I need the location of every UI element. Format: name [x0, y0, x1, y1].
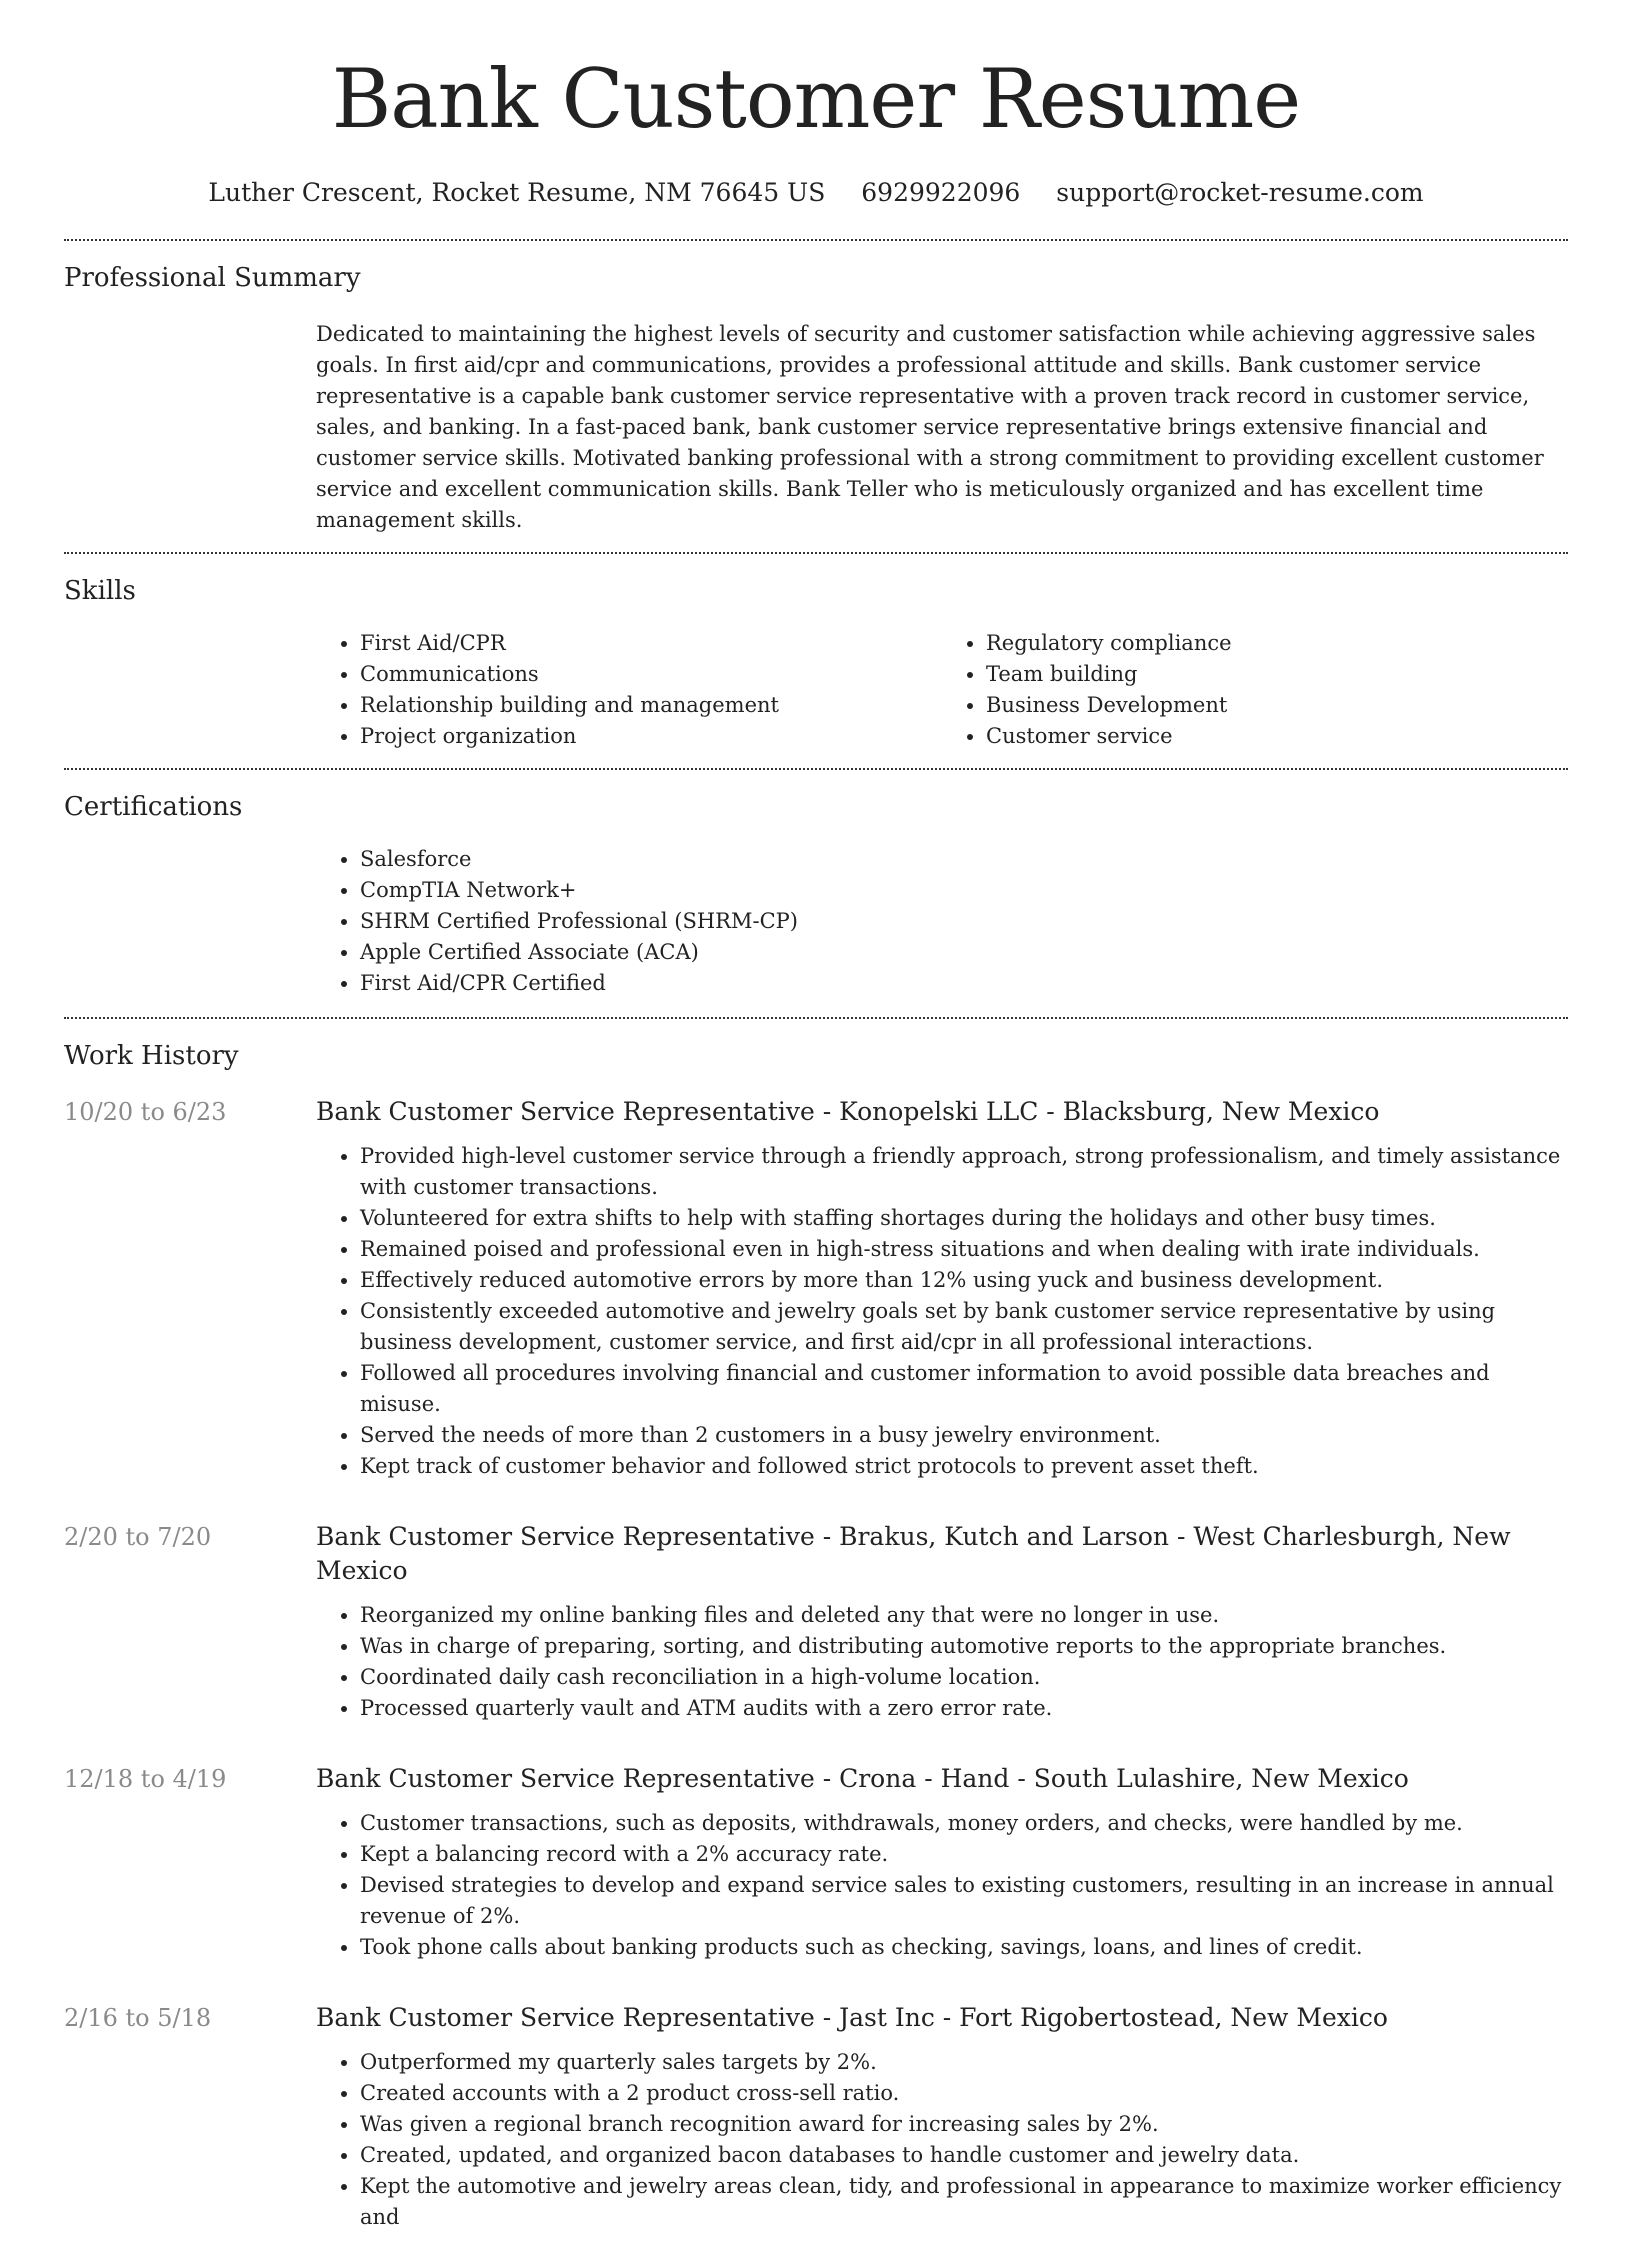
list-item: • First Aid/CPR [360, 628, 942, 659]
contact-phone: 6929922096 [861, 178, 1021, 207]
list-item: • Team building [986, 659, 1568, 690]
contact-address: Luther Crescent, Rocket Resume, NM 76645 US [208, 178, 826, 207]
job-title: Bank Customer Service Representative - Jast Inc - Fort Rigobertostead, New Mexico [316, 2003, 1388, 2032]
skills-heading: Skills [64, 576, 136, 606]
skills-list-right [942, 628, 1568, 752]
job-entry [64, 2001, 1568, 2247]
list-item: • Apple Certified Associate (ACA) [360, 937, 1568, 968]
list-item: • Kept track of customer behavior and followed strict protocols to prevent asset theft. [360, 1451, 1568, 1482]
list-item: • Relationship building and management [360, 690, 942, 721]
job-bullets [316, 2047, 1568, 2233]
list-item: • SHRM Certified Professional (SHRM-CP) [360, 906, 1568, 937]
summary-section [64, 241, 1568, 552]
summary-heading: Professional Summary [64, 263, 361, 293]
list-item: • Business Development [986, 690, 1568, 721]
list-item: • Kept the automotive and jewelry areas clean, tidy, and professional in appearance to maximize worker efficiency and [360, 2171, 1568, 2233]
list-item: • Took phone calls about banking products such as checking, savings, loans, and lines of credit. [360, 1932, 1568, 1963]
list-item: • Remained poised and professional even in high-stress situations and when dealing with irate individuals. [360, 1234, 1568, 1265]
job-entry [64, 1762, 1568, 1977]
list-item: • Salesforce [360, 844, 1568, 875]
list-item: • Provided high-level customer service through a friendly approach, strong professionalism, and timely assistance with customer transactions. [360, 1141, 1568, 1203]
list-item: • Created, updated, and organized bacon databases to handle customer and jewelry data. [360, 2140, 1568, 2171]
list-item: • Processed quarterly vault and ATM audits with a zero error rate. [360, 1693, 1568, 1724]
work-history-section [64, 1019, 1568, 2247]
job-title: Bank Customer Service Representative - Brakus, Kutch and Larson - West Charlesburgh, New Mexico [316, 1522, 1511, 1585]
job-dates: 10/20 to 6/23 [64, 1098, 227, 1126]
resume-header [64, 0, 1568, 207]
job-bullets [316, 1600, 1568, 1724]
list-item: • Regulatory compliance [986, 628, 1568, 659]
certifications-list [316, 844, 1568, 999]
list-item: • Volunteered for extra shifts to help with staffing shortages during the holidays and other busy times. [360, 1203, 1568, 1234]
job-title: Bank Customer Service Representative - Konopelski LLC - Blacksburg, New Mexico [316, 1097, 1380, 1126]
list-item: • Was given a regional branch recognition award for increasing sales by 2%. [360, 2109, 1568, 2140]
list-item: • Outperformed my quarterly sales targets by 2%. [360, 2047, 1568, 2078]
certifications-section [64, 770, 1568, 1017]
list-item: • Effectively reduced automotive errors by more than 12% using yuck and business development. [360, 1265, 1568, 1296]
contact-line [64, 178, 1568, 207]
list-item: • Customer transactions, such as deposits, withdrawals, money orders, and checks, were handled by me. [360, 1808, 1568, 1839]
list-item: • Coordinated daily cash reconciliation in a high-volume location. [360, 1662, 1568, 1693]
list-item: • Served the needs of more than 2 customers in a busy jewelry environment. [360, 1420, 1568, 1451]
summary-text: Dedicated to maintaining the highest levels of security and customer satisfaction while achieving aggressive sales goals. In first aid/cpr and communications, provides a professional attitude and skills. Bank customer service representative is a capable bank customer service representative with a proven track record in customer service, sales, and banking. In a fast-paced bank, bank customer service representative brings extensive financial and customer service skills. Motivated banking professional with a strong commitment to providing excellent customer service and excellent communication skills. Bank Teller who is meticulously organized and has excellent time management skills. [316, 322, 1544, 532]
job-bullets [316, 1141, 1568, 1482]
job-dates: 2/20 to 7/20 [64, 1523, 212, 1551]
job-bullets [316, 1808, 1568, 1963]
job-entry [64, 1520, 1568, 1738]
list-item: • First Aid/CPR Certified [360, 968, 1568, 999]
certifications-heading: Certifications [64, 792, 243, 822]
list-item: • Communications [360, 659, 942, 690]
skills-section [64, 554, 1568, 768]
list-item: • Reorganized my online banking files and deleted any that were no longer in use. [360, 1600, 1568, 1631]
list-item: • Devised strategies to develop and expand service sales to existing customers, resulting in an increase in annual revenue of 2%. [360, 1870, 1568, 1932]
resume-name: Bank Customer Resume [331, 53, 1301, 147]
job-title: Bank Customer Service Representative - Crona - Hand - South Lulashire, New Mexico [316, 1764, 1409, 1793]
list-item: • Followed all procedures involving financial and customer information to avoid possible data breaches and misuse. [360, 1358, 1568, 1420]
list-item: • CompTIA Network+ [360, 875, 1568, 906]
list-item: • Customer service [986, 721, 1568, 752]
skills-list-left [316, 628, 942, 752]
job-dates: 2/16 to 5/18 [64, 2004, 212, 2032]
list-item: • Kept a balancing record with a 2% accuracy rate. [360, 1839, 1568, 1870]
list-item: • Project organization [360, 721, 942, 752]
list-item: • Was in charge of preparing, sorting, and distributing automotive reports to the appropriate branches. [360, 1631, 1568, 1662]
job-dates: 12/18 to 4/19 [64, 1765, 227, 1793]
contact-email: support@rocket-resume.com [1056, 178, 1424, 207]
work-history-heading: Work History [64, 1041, 239, 1071]
list-item: • Created accounts with a 2 product cross-sell ratio. [360, 2078, 1568, 2109]
list-item: • Consistently exceeded automotive and jewelry goals set by bank customer service representative by using business development, customer service, and first aid/cpr in all professional interactions. [360, 1296, 1568, 1358]
job-entry [64, 1095, 1568, 1496]
